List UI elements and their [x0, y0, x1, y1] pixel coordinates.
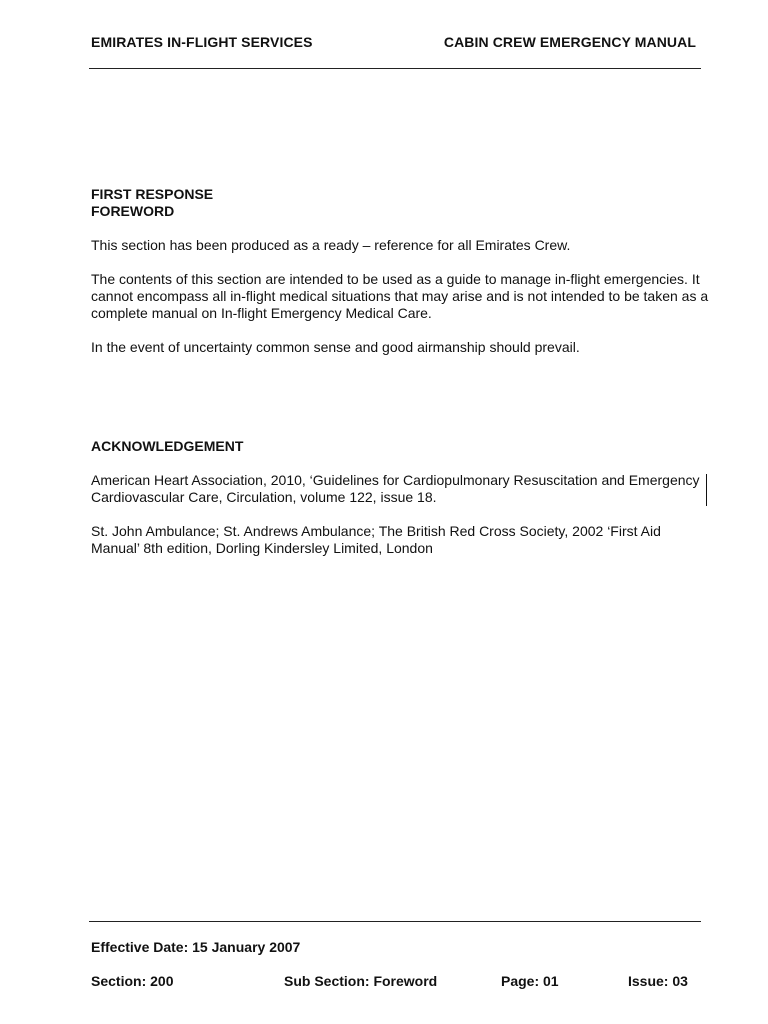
- header-manual-title: CABIN CREW EMERGENCY MANUAL: [443, 34, 696, 50]
- foreword-section: [91, 186, 711, 356]
- header-divider: [89, 68, 701, 69]
- reference-1: American Heart Association, 2010, ‘Guidelines for Cardiopulmonary Resuscitation and Emergency Cardiovascular Care, Circulation, volume 122, issue 18.: [91, 472, 700, 505]
- footer-page: Page: 01: [501, 973, 559, 989]
- foreword-paragraph-3: In the event of uncertainty common sense and good airmanship should prevail.: [91, 339, 580, 355]
- reference-2: St. John Ambulance; St. Andrews Ambulance; The British Red Cross Society, 2002 ‘First Aid Manual’ 8th edition, Dorling Kindersley Limited, London: [91, 523, 661, 556]
- section-heading-first-response: FIRST RESPONSE: [91, 186, 214, 202]
- footer-section: Section: 200: [91, 973, 174, 989]
- header-organization: EMIRATES IN-FLIGHT SERVICES: [91, 34, 313, 50]
- acknowledgement-section: [91, 472, 711, 557]
- foreword-paragraph-1: This section has been produced as a ready – reference for all Emirates Crew.: [91, 237, 571, 253]
- footer-issue: Issue: 03: [628, 973, 688, 989]
- footer-effective-date: Effective Date: 15 January 2007: [91, 939, 301, 955]
- section-heading-foreword: FOREWORD: [91, 203, 175, 219]
- footer-divider: [89, 921, 701, 922]
- revision-change-bar: [706, 474, 707, 506]
- foreword-paragraph-2: The contents of this section are intended to be used as a guide to manage in-flight emergencies. It cannot encompass all in-flight medical situations that may arise and is not intended to be taken as a complete manual on In-flight Emergency Medical Care.: [91, 271, 709, 321]
- footer-sub-section: Sub Section: Foreword: [284, 973, 438, 989]
- acknowledgement-heading: ACKNOWLEDGEMENT: [91, 438, 244, 454]
